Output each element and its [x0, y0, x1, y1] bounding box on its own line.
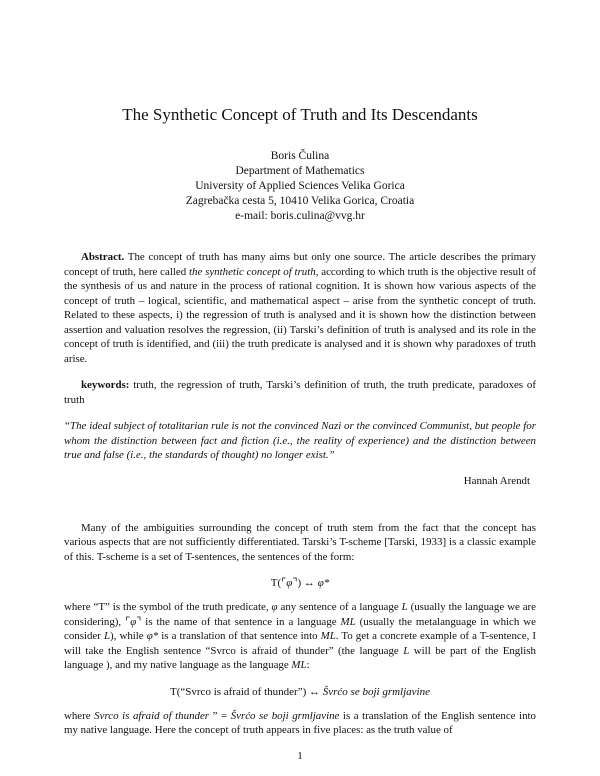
- paper-title: The Synthetic Concept of Truth and Its Descendants: [122, 105, 478, 124]
- author-university: University of Applied Sciences Velika Gorica: [195, 180, 405, 193]
- t-scheme-formula: T(⌜φ⌝) ↔ φ*: [270, 577, 330, 590]
- keywords-paragraph: keywords: truth, the regression of truth, Tarski’s definition of truth, the truth predicate, paradoxes of truth: [64, 379, 536, 406]
- author-name: Boris Čulina: [270, 150, 330, 163]
- t-sentence-example-formula: T(“Svrco is afraid of thunder”) ↔ Švrćo se boji grmljavine: [170, 685, 430, 698]
- author-email: e-mail: boris.culina@vvg.hr: [235, 210, 365, 223]
- body-paragraph-1: Many of the ambiguities surrounding the concept of truth stem from the fact that the concept has various aspects that are not sufficiently differentiated. Tarski’s T-scheme [Tarski, 1933] is a classic example of this. T-scheme is a set of T-sentences, the sentences of the form:: [64, 521, 536, 563]
- epigraph-attribution: Hannah Arendt: [463, 474, 530, 487]
- author-address: Zagrebačka cesta 5, 10410 Velika Gorica, Croatia: [185, 195, 415, 208]
- body-paragraph-2: where “T” is the symbol of the truth predicate, φ any sentence of a language L (usually the language we are considering), ⌜φ⌝ is the name of that sentence in a language ML (usually the metalanguage in which we consider L), while φ* is a translation of that sentence into ML. To get a concrete example of a T-sentence, I will take the English sentence “Svrco is afraid of thunder” (the language L will be part of the English language ), and my native language as the language ML:: [64, 601, 537, 672]
- epigraph-quote: “The ideal subject of totalitarian rule is not the convinced Nazi or the convinced Communist, but people for whom the distinction between fact and fiction (i.e., the reality of experience) and the distinction between true and false (i.e., the standards of thought) no longer exist.”: [64, 420, 536, 462]
- author-block: [64, 149, 536, 224]
- abstract-paragraph: Abstract. The concept of truth has many aims but only one source. The article describes the primary concept of truth, here called the synthetic concept of truth, according to which truth is the objective result of the synthesis of us and nature in the process of rational cognition. It is shown how various aspects of the concept of truth – logical, scientific, and mathematical aspect – arise from the synthetic concept of truth. Related to these aspects, i) the regression of truth is analysed and it is shown how the distinction between assertion and valuation resolves the regression, (ii) Tarski’s definition of truth is analysed and its role in the concept of truth is identified, and (iii) the truth predicate is analysed and it is shown why paradoxes of truth arise.: [64, 251, 536, 365]
- page-number: 1: [297, 750, 303, 762]
- author-department: Department of Mathematics: [235, 165, 365, 178]
- body-paragraph-3: where Svrco is afraid of thunder ” = Švrćo se boji grmljavine is a translation of the English sentence into my native language. Here the concept of truth appears in five places: as the truth value of: [64, 709, 536, 737]
